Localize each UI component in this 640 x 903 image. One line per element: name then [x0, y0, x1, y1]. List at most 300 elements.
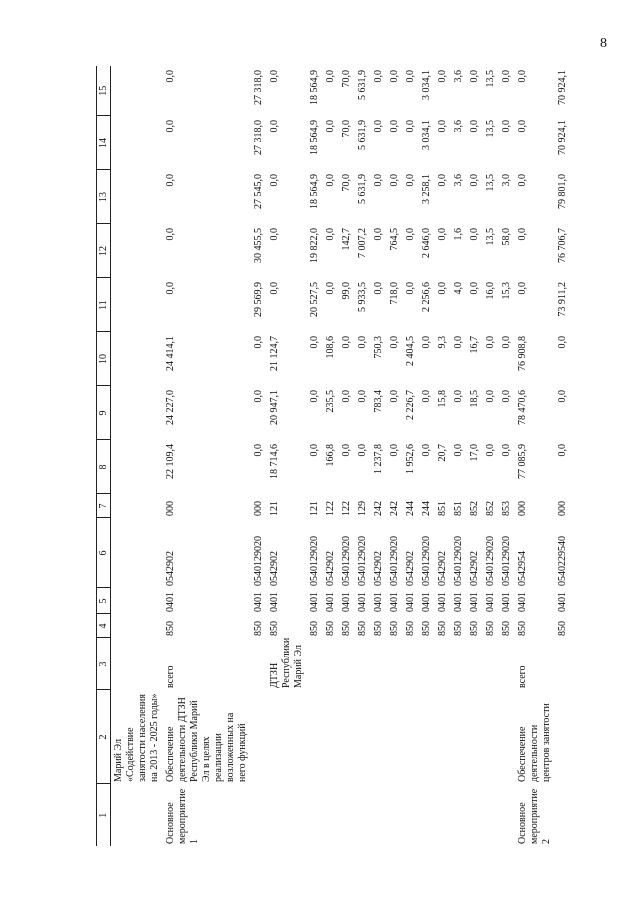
- cell-col-3: [499, 638, 515, 690]
- cell-col-10: 16,7: [469, 336, 480, 354]
- cell-col-10: 0,0: [485, 336, 496, 349]
- cell-col-9: 24 227,0: [165, 390, 176, 425]
- cell-col-6: 0540129020: [421, 536, 432, 586]
- cell-col-8: 0,0: [485, 444, 496, 457]
- cell-col-15: 3,6: [453, 70, 464, 83]
- cell-col-4: 850: [253, 621, 264, 636]
- table-row: [403, 66, 419, 846]
- cell-col-15: 13,5: [485, 70, 496, 88]
- cell-col-15: 18 564,9: [309, 70, 320, 105]
- cell-col-14: 18 564,9: [309, 120, 320, 155]
- cell-col-1: [371, 784, 387, 846]
- cell-col-3: всего: [165, 665, 176, 688]
- cell-col-1: [323, 784, 339, 846]
- cell-col-4: 850: [469, 621, 480, 636]
- cell-col-9: 0,0: [453, 390, 464, 403]
- cell-col-9: 0,0: [485, 390, 496, 403]
- cell-col-8: 0,0: [501, 444, 512, 457]
- cell-col-14: 27 318,0: [253, 120, 264, 155]
- cell-col-9: 20 947,1: [269, 390, 280, 425]
- cell-col-15: 0,0: [517, 70, 528, 83]
- program-title-tail: Марий Эл «Содействие занятости населения на 2013 - 2025 годы»: [113, 693, 160, 782]
- cell-col-15: 0,0: [437, 70, 448, 83]
- cell-col-12: 0,0: [517, 228, 528, 241]
- cell-col-11: 4,0: [453, 282, 464, 295]
- cell-col-12: 13,5: [485, 228, 496, 246]
- cell-col-6: 0542954: [517, 551, 528, 586]
- cell-col-9: 0,0: [389, 390, 400, 403]
- cell-col-7: 852: [469, 501, 480, 516]
- cell-col-3: [467, 638, 483, 690]
- cell-col-15: 0,0: [373, 70, 384, 83]
- cell-col-9: 0,0: [357, 390, 368, 403]
- cell-col-7: 851: [453, 501, 464, 516]
- cell-col-3: [555, 638, 571, 690]
- column-number-11: 11: [97, 278, 111, 332]
- cell-col-5: 0401: [469, 592, 480, 612]
- cell-col-15: 0,0: [501, 70, 512, 83]
- cell-col-8: 0,0: [357, 444, 368, 457]
- column-number-row: [97, 66, 111, 846]
- cell-col-3: [451, 638, 467, 690]
- cell-col-12: 0,0: [469, 228, 480, 241]
- cell-col-15: 0,0: [469, 70, 480, 83]
- cell-col-15: 0,0: [405, 70, 416, 83]
- cell-col-1: Основное мероприятие 1: [165, 788, 200, 844]
- cell-col-1: [339, 784, 355, 846]
- cell-col-10: 750,3: [373, 336, 384, 359]
- cell-col-14: 5 631,9: [357, 120, 368, 150]
- cell-col-10: 0,0: [341, 336, 352, 349]
- cell-col-3: [307, 638, 323, 690]
- cell-col-13: 18 564,9: [309, 174, 320, 209]
- column-number-2: 2: [97, 690, 111, 784]
- cell-col-7: 244: [405, 501, 416, 516]
- cell-col-13: 70,0: [341, 174, 352, 192]
- cell-col-2: [251, 690, 267, 784]
- cell-col-1: [387, 784, 403, 846]
- cell-col-1: [483, 784, 499, 846]
- cell-col-7: 000: [165, 501, 176, 516]
- cell-col-9: 2 226,7: [405, 390, 416, 420]
- cell-col-11: 0,0: [405, 282, 416, 295]
- cell-col-15: 70,0: [341, 70, 352, 88]
- cell-col-15: 70 924,1: [557, 70, 568, 105]
- cell-col-13: 0,0: [325, 174, 336, 187]
- cell-col-5: 0401: [517, 592, 528, 612]
- cell-col-14: 0,0: [405, 120, 416, 133]
- cell-col-11: 0,0: [373, 282, 384, 295]
- cell-col-8: 0,0: [309, 444, 320, 457]
- table-row: [499, 66, 515, 846]
- cell-col-11: 0,0: [165, 282, 176, 295]
- cell-col-5: 0401: [309, 592, 320, 612]
- cell-col-7: 852: [485, 501, 496, 516]
- cell-col-13: 0,0: [269, 174, 280, 187]
- table-row: [267, 66, 307, 846]
- cell-col-13: 3 258,1: [421, 174, 432, 204]
- cell-col-1: [499, 784, 515, 846]
- cell-col-12: 142,7: [341, 228, 352, 251]
- cell-col-11: 5 933,5: [357, 282, 368, 312]
- cell-col-6: 0540129020: [453, 536, 464, 586]
- cell-col-12: 0,0: [405, 228, 416, 241]
- cell-col-15: 0,0: [269, 70, 280, 83]
- cell-col-1: [555, 784, 571, 846]
- column-number-14: 14: [97, 116, 111, 170]
- cell-col-5: 0401: [453, 592, 464, 612]
- cell-col-14: 70,0: [341, 120, 352, 138]
- cell-col-8: 0,0: [253, 444, 264, 457]
- cell-col-13: 0,0: [437, 174, 448, 187]
- cell-col-6: 0540129020: [253, 536, 264, 586]
- cell-col-9: 0,0: [341, 390, 352, 403]
- cell-col-5: 0401: [269, 592, 280, 612]
- cell-col-11: 0,0: [325, 282, 336, 295]
- cell-col-8: 0,0: [421, 444, 432, 457]
- cell-col-2: [419, 690, 435, 784]
- column-number-1: 1: [97, 784, 111, 846]
- cell-col-2: [387, 690, 403, 784]
- cell-col-13: 79 801,0: [557, 174, 568, 209]
- cell-col-4: 850: [485, 621, 496, 636]
- cell-col-5: 0401: [405, 592, 416, 612]
- cell-col-10: 0,0: [309, 336, 320, 349]
- cell-col-9: 0,0: [309, 390, 320, 403]
- cell-col-4: 850: [437, 621, 448, 636]
- cell-col-10: 76 908,8: [517, 336, 528, 371]
- cell-col-12: 0,0: [373, 228, 384, 241]
- cell-col-5: 0401: [557, 592, 568, 612]
- cell-col-11: 15,3: [501, 282, 512, 300]
- cell-col-7: 121: [269, 501, 280, 516]
- cell-col-2: Обеспечение деятельности ДТЗН Республики Марий Эл в целях реализации возложенных на него функций: [165, 697, 248, 782]
- cell-col-10: 108,6: [325, 336, 336, 359]
- cell-col-12: 0,0: [325, 228, 336, 241]
- cell-col-4: 850: [341, 621, 352, 636]
- cell-col-3: [387, 638, 403, 690]
- cell-col-14: 3 034,1: [421, 120, 432, 150]
- cell-col-3: [419, 638, 435, 690]
- cell-col-2: [435, 690, 451, 784]
- program-title-row: [111, 66, 164, 846]
- cell-col-5: 0401: [357, 592, 368, 612]
- cell-col-4: 850: [453, 621, 464, 636]
- cell-col-14: 0,0: [373, 120, 384, 133]
- cell-col-3: всего: [517, 665, 528, 688]
- cell-col-6: 0542902: [405, 551, 416, 586]
- column-number-5: 5: [97, 588, 111, 614]
- table-row: [355, 66, 371, 846]
- cell-col-11: 16,0: [485, 282, 496, 300]
- cell-col-2: [339, 690, 355, 784]
- cell-col-3: [371, 638, 387, 690]
- cell-col-11: 0,0: [517, 282, 528, 295]
- cell-col-10: 0,0: [253, 336, 264, 349]
- cell-col-12: 19 822,0: [309, 228, 320, 263]
- cell-col-1: [307, 784, 323, 846]
- cell-col-10: 24 414,1: [165, 336, 176, 371]
- cell-col-13: 27 545,0: [253, 174, 264, 209]
- cell-col-5: 0401: [389, 592, 400, 612]
- cell-col-3: [435, 638, 451, 690]
- cell-col-12: 7 007,2: [357, 228, 368, 258]
- cell-col-2: [355, 690, 371, 784]
- table-row: [387, 66, 403, 846]
- cell-col-1: [451, 784, 467, 846]
- cell-col-4: 850: [165, 621, 176, 636]
- cell-col-14: 0,0: [269, 120, 280, 133]
- column-number-12: 12: [97, 224, 111, 278]
- cell-col-14: 0,0: [325, 120, 336, 133]
- cell-col-6: 0540129020: [309, 536, 320, 586]
- cell-col-9: 0,0: [501, 390, 512, 403]
- cell-col-15: 27 318,0: [253, 70, 264, 105]
- cell-col-4: 850: [389, 621, 400, 636]
- page-number: 8: [600, 36, 607, 51]
- cell-col-8: 1 952,6: [405, 444, 416, 474]
- cell-col-2: [499, 690, 515, 784]
- cell-col-1: [435, 784, 451, 846]
- cell-col-5: 0401: [341, 592, 352, 612]
- cell-col-4: 850: [357, 621, 368, 636]
- cell-col-8: 0,0: [557, 444, 568, 457]
- cell-col-7: 122: [325, 501, 336, 516]
- cell-col-5: 0401: [325, 592, 336, 612]
- cell-col-14: 0,0: [437, 120, 448, 133]
- table-row: [483, 66, 499, 846]
- cell-col-3: [483, 638, 499, 690]
- cell-col-13: 0,0: [517, 174, 528, 187]
- cell-col-2: [555, 690, 571, 784]
- cell-col-1: [251, 784, 267, 846]
- cell-col-6: 0542902: [437, 551, 448, 586]
- table-row: [307, 66, 323, 846]
- table-row: [451, 66, 467, 846]
- cell-col-14: 0,0: [389, 120, 400, 133]
- cell-col-2: [267, 690, 307, 784]
- cell-col-1: Основное мероприятие 2: [517, 788, 552, 844]
- cell-col-11: 0,0: [437, 282, 448, 295]
- column-number-3: 3: [97, 638, 111, 690]
- cell-col-10: 0,0: [557, 336, 568, 349]
- cell-col-7: 851: [437, 501, 448, 516]
- table-body: [111, 66, 572, 846]
- cell-col-4: 850: [309, 621, 320, 636]
- cell-col-12: 30 455,5: [253, 228, 264, 263]
- cell-col-10: 21 124,7: [269, 336, 280, 371]
- cell-col-3: [403, 638, 419, 690]
- cell-col-4: 850: [501, 621, 512, 636]
- cell-col-1: [355, 784, 371, 846]
- cell-col-1: [403, 784, 419, 846]
- cell-col-12: 1,6: [453, 228, 464, 241]
- table-row: [251, 66, 267, 846]
- cell-col-2: [371, 690, 387, 784]
- cell-col-4: 850: [269, 621, 280, 636]
- cell-col-14: 0,0: [165, 120, 176, 133]
- cell-col-5: 0401: [501, 592, 512, 612]
- cell-col-4: 850: [373, 621, 384, 636]
- cell-col-8: 166,8: [325, 444, 336, 467]
- table-row: [163, 66, 251, 846]
- cell-col-12: 764,5: [389, 228, 400, 251]
- cell-col-12: 0,0: [269, 228, 280, 241]
- cell-col-5: 0401: [421, 592, 432, 612]
- cell-col-13: 0,0: [405, 174, 416, 187]
- cell-col-11: 0,0: [269, 282, 280, 295]
- cell-col-10: 9,3: [437, 336, 448, 349]
- cell-col-14: 13,5: [485, 120, 496, 138]
- cell-col-14: 0,0: [501, 120, 512, 133]
- cell-col-6: 0540129020: [485, 536, 496, 586]
- cell-col-5: 0401: [165, 592, 176, 612]
- cell-col-6: 0540129020: [389, 536, 400, 586]
- column-number-13: 13: [97, 170, 111, 224]
- cell-col-11: 0,0: [469, 282, 480, 295]
- cell-col-4: 850: [517, 621, 528, 636]
- cell-col-8: 77 085,9: [517, 444, 528, 479]
- cell-col-13: 0,0: [373, 174, 384, 187]
- cell-col-6: 0542902: [373, 551, 384, 586]
- cell-col-7: 242: [389, 501, 400, 516]
- column-number-6: 6: [97, 518, 111, 588]
- cell-col-15: 3 034,1: [421, 70, 432, 100]
- cell-col-9: 0,0: [253, 390, 264, 403]
- cell-col-7: 244: [421, 501, 432, 516]
- cell-col-6: 0540229540: [557, 536, 568, 586]
- cell-col-8: 0,0: [341, 444, 352, 457]
- cell-col-7: 000: [253, 501, 264, 516]
- cell-col-10: 0,0: [389, 336, 400, 349]
- column-number-8: 8: [97, 440, 111, 494]
- cell-col-9: 783,4: [373, 390, 384, 413]
- cell-col-6: 0542902: [269, 551, 280, 586]
- cell-col-6: 0540129020: [341, 536, 352, 586]
- cell-col-7: 000: [517, 501, 528, 516]
- table-row: [371, 66, 387, 846]
- cell-col-11: 99,0: [341, 282, 352, 300]
- cell-col-7: 000: [557, 501, 568, 516]
- cell-col-7: 121: [309, 501, 320, 516]
- cell-col-12: 0,0: [437, 228, 448, 241]
- column-number-15: 15: [97, 66, 111, 116]
- cell-col-6: 0542902: [469, 551, 480, 586]
- cell-col-14: 0,0: [469, 120, 480, 133]
- column-number-9: 9: [97, 386, 111, 440]
- cell-col-2: [467, 690, 483, 784]
- cell-col-15: 0,0: [165, 70, 176, 83]
- table-row: [339, 66, 355, 846]
- cell-col-6: 0542902: [165, 551, 176, 586]
- cell-col-6: 0540129020: [357, 536, 368, 586]
- cell-col-4: 850: [557, 621, 568, 636]
- cell-col-3: [251, 638, 267, 690]
- cell-col-1: [419, 784, 435, 846]
- cell-col-3: [355, 638, 371, 690]
- cell-col-12: 58,0: [501, 228, 512, 246]
- cell-col-10: 0,0: [501, 336, 512, 349]
- cell-col-8: 18 714,6: [269, 444, 280, 479]
- cell-col-13: 3,0: [501, 174, 512, 187]
- cell-col-4: 850: [325, 621, 336, 636]
- cell-col-10: 0,0: [421, 336, 432, 349]
- cell-col-5: 0401: [373, 592, 384, 612]
- cell-col-8: 0,0: [453, 444, 464, 457]
- cell-col-5: 0401: [485, 592, 496, 612]
- cell-col-2: [403, 690, 419, 784]
- cell-col-2: [451, 690, 467, 784]
- cell-col-8: 1 237,8: [373, 444, 384, 474]
- cell-col-9: 0,0: [421, 390, 432, 403]
- budget-table: [96, 66, 571, 846]
- cell-col-7: 129: [357, 501, 368, 516]
- cell-col-8: 17,0: [469, 444, 480, 462]
- cell-col-10: 0,0: [453, 336, 464, 349]
- cell-col-3: [339, 638, 355, 690]
- cell-col-1: [467, 784, 483, 846]
- table-row: [467, 66, 483, 846]
- cell-col-5: 0401: [437, 592, 448, 612]
- column-number-4: 4: [97, 614, 111, 638]
- cell-col-9: 78 470,6: [517, 390, 528, 425]
- cell-col-4: 850: [421, 621, 432, 636]
- cell-col-2: [323, 690, 339, 784]
- cell-col-6: 0540129020: [501, 536, 512, 586]
- cell-col-12: 2 646,0: [421, 228, 432, 258]
- cell-col-13: 13,5: [485, 174, 496, 192]
- cell-col-13: 0,0: [389, 174, 400, 187]
- cell-col-7: 242: [373, 501, 384, 516]
- cell-col-9: 0,0: [557, 390, 568, 403]
- cell-col-2: Обеспечение деятельности центров занятости: [517, 703, 552, 782]
- table-row: [555, 66, 571, 846]
- rotated-table-page: [96, 66, 636, 846]
- cell-col-8: 0,0: [389, 444, 400, 457]
- cell-col-9: 15,8: [437, 390, 448, 408]
- cell-col-11: 73 911,2: [557, 282, 568, 317]
- column-number-10: 10: [97, 332, 111, 386]
- cell-col-15: 5 631,9: [357, 70, 368, 100]
- cell-col-11: 20 527,5: [309, 282, 320, 317]
- cell-col-15: 0,0: [389, 70, 400, 83]
- cell-col-5: 0401: [253, 592, 264, 612]
- table-row: [323, 66, 339, 846]
- cell-col-11: 718,0: [389, 282, 400, 305]
- cell-col-2: [307, 690, 323, 784]
- cell-col-12: 0,0: [165, 228, 176, 241]
- cell-col-3: ДТЗН Республики Марий Эл: [269, 637, 304, 688]
- table-row: [515, 66, 555, 846]
- cell-col-11: 29 569,9: [253, 282, 264, 317]
- cell-col-10: 2 404,5: [405, 336, 416, 366]
- cell-col-13: 0,0: [469, 174, 480, 187]
- cell-col-8: 22 109,4: [165, 444, 176, 479]
- cell-col-8: 20,7: [437, 444, 448, 462]
- cell-col-1: [267, 784, 307, 846]
- cell-col-13: 3,6: [453, 174, 464, 187]
- cell-col-9: 235,5: [325, 390, 336, 413]
- cell-col-7: 853: [501, 501, 512, 516]
- cell-col-11: 2 256,6: [421, 282, 432, 312]
- cell-col-14: 0,0: [517, 120, 528, 133]
- cell-col-4: 850: [405, 621, 416, 636]
- table-row: [435, 66, 451, 846]
- cell-col-7: 122: [341, 501, 352, 516]
- cell-col-13: 5 631,9: [357, 174, 368, 204]
- cell-col-12: 76 706,7: [557, 228, 568, 263]
- cell-col-13: 0,0: [165, 174, 176, 187]
